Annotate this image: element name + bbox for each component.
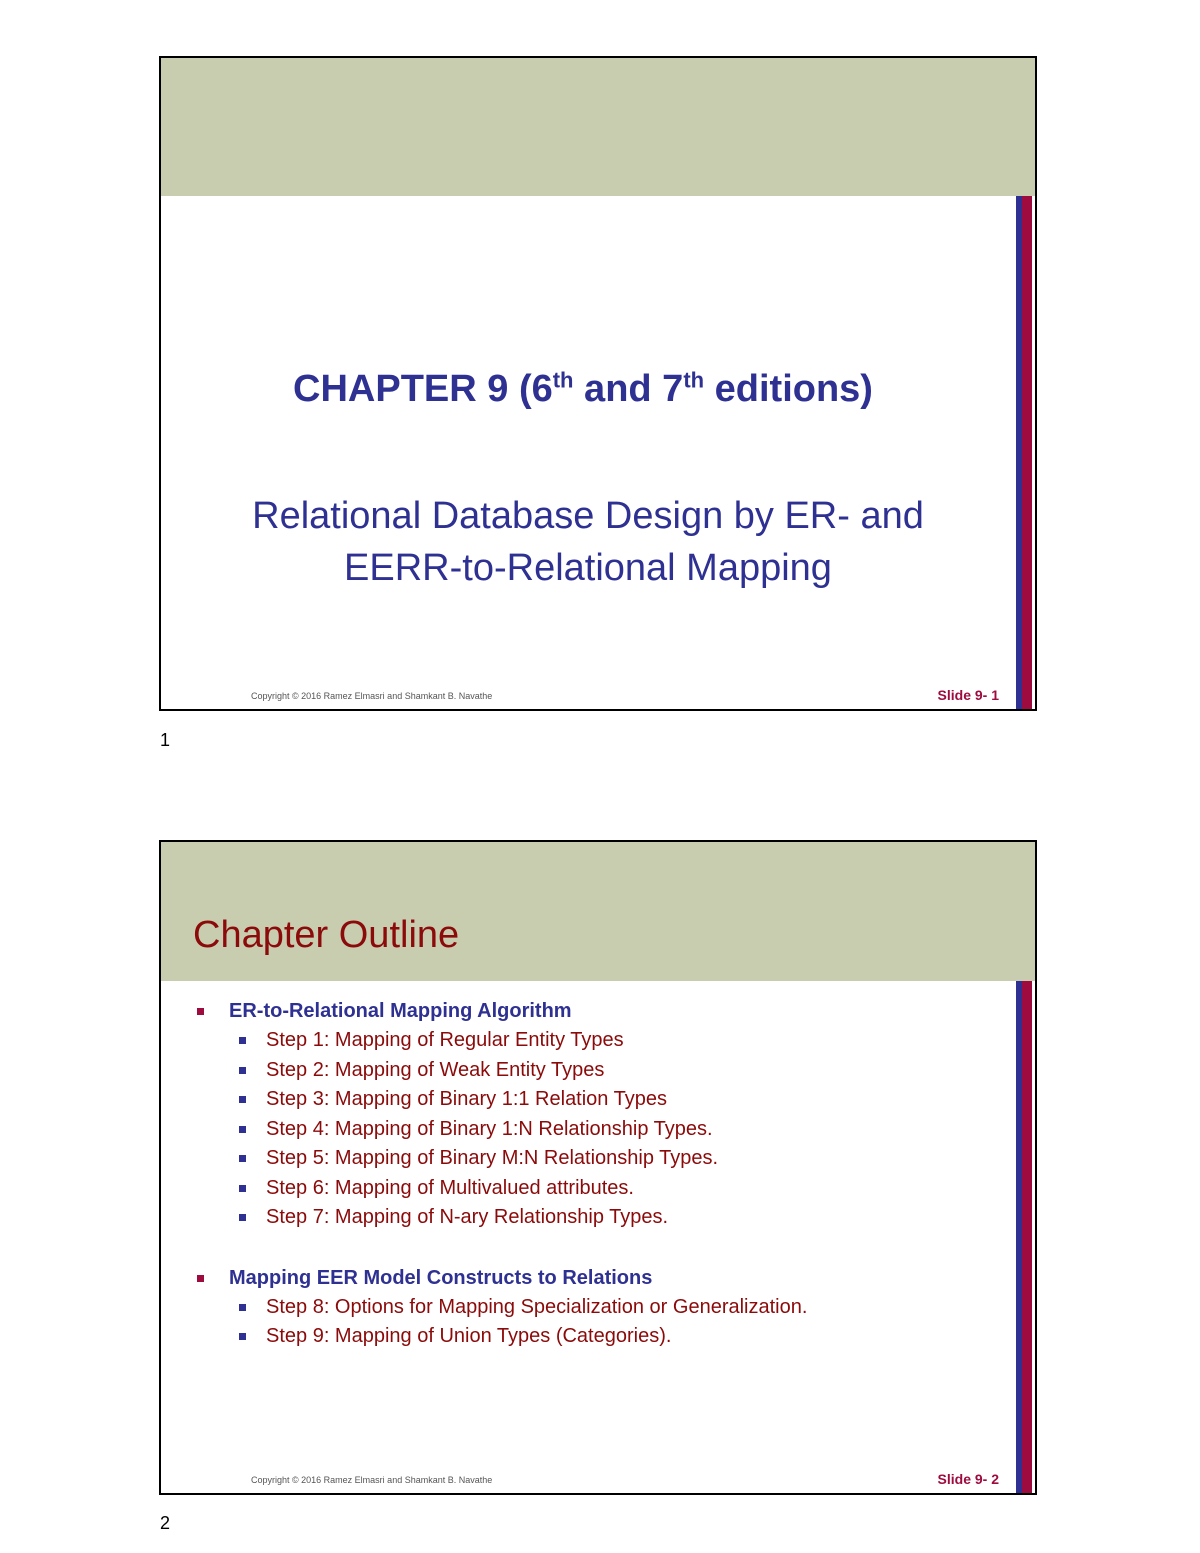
outline-item: Step 4: Mapping of Binary 1:N Relationship Types.: [193, 1115, 995, 1145]
slide-number-label: Slide 9- 2: [937, 1471, 999, 1487]
slide-header-band: [161, 842, 1035, 981]
square-bullet-icon: [239, 1126, 246, 1133]
outline-item: Step 8: Options for Mapping Specialization or Generalization.: [193, 1293, 995, 1323]
outline-list: [193, 996, 995, 1352]
outline-title: Chapter Outline: [193, 914, 460, 956]
square-bullet-icon: [239, 1067, 246, 1074]
square-bullet-icon: [239, 1304, 246, 1311]
side-stripe-red: [1022, 981, 1032, 1493]
outline-item: Step 2: Mapping of Weak Entity Types: [193, 1056, 995, 1086]
square-bullet-icon: [239, 1185, 246, 1192]
outline-item: Step 1: Mapping of Regular Entity Types: [193, 1026, 995, 1056]
square-bullet-icon: [239, 1333, 246, 1340]
square-bullet-icon: [239, 1096, 246, 1103]
subtitle-line-2: EERR-to-Relational Mapping: [344, 547, 832, 589]
square-bullet-icon: [197, 1275, 204, 1282]
outline-item: Step 7: Mapping of N-ary Relationship Types.: [193, 1203, 995, 1233]
page-number: 1: [160, 730, 171, 750]
square-bullet-icon: [239, 1155, 246, 1162]
outline-item: Step 3: Mapping of Binary 1:1 Relation Types: [193, 1085, 995, 1115]
square-bullet-icon: [239, 1214, 246, 1221]
square-bullet-icon: [197, 1008, 204, 1015]
copyright-notice: Copyright © 2016 Ramez Elmasri and Shamkant B. Navathe: [251, 691, 493, 701]
side-stripe-red: [1022, 196, 1032, 709]
page-number: 2: [160, 1513, 171, 1533]
slide-2: [159, 840, 1037, 1495]
outline-item: Step 9: Mapping of Union Types (Categories).: [193, 1322, 995, 1352]
slide-1: [159, 56, 1037, 711]
square-bullet-icon: [239, 1037, 246, 1044]
subtitle-line-1: Relational Database Design by ER- and: [252, 495, 924, 537]
slide-header-band: [161, 58, 1035, 196]
outline-item: Step 5: Mapping of Binary M:N Relationship Types.: [193, 1144, 995, 1174]
copyright-notice: Copyright © 2016 Ramez Elmasri and Shamkant B. Navathe: [251, 1475, 493, 1485]
chapter-title: CHAPTER 9 (6th and 7th editions): [293, 367, 873, 410]
chapter-subtitle: [191, 490, 985, 594]
outline-section: ER-to-Relational Mapping Algorithm: [193, 996, 995, 1026]
slide-number-label: Slide 9- 1: [937, 687, 999, 703]
outline-item: Step 6: Mapping of Multivalued attributes.: [193, 1174, 995, 1204]
outline-section: Mapping EER Model Constructs to Relations: [193, 1263, 995, 1293]
